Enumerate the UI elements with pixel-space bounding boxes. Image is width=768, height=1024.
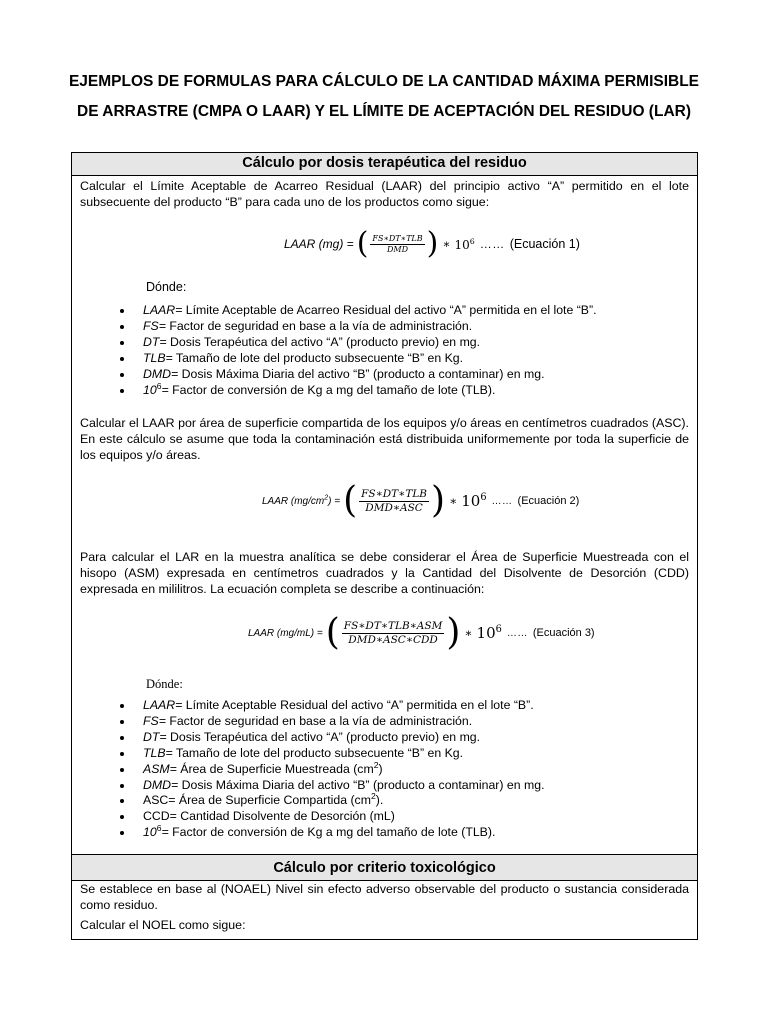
eq2-label: (Ecuación 2) (517, 495, 580, 507)
definitions-list-1 (120, 303, 597, 398)
definitions-list-2 (120, 698, 545, 841)
eq2-numerator: FS∗DT∗TLB (361, 487, 428, 500)
equation-1 (284, 226, 580, 261)
equation-2 (262, 480, 580, 521)
definition-item: CCD= Cantidad Disolvente de Desorción (mL) (120, 809, 545, 825)
eq1-open-paren: ( (356, 226, 369, 261)
title-line-1: EJEMPLOS DE FORMULAS PARA CÁLCULO DE LA CANTIDAD MÁXIMA PERMISIBLE (68, 73, 700, 90)
eq3-lhs: LAAR (mg/mL) = (248, 627, 323, 639)
eq2-dots: …… (491, 495, 513, 507)
definition-item: DMD= Dosis Máxima Diaria del activo “B” (producto a contaminar) en mg. (120, 367, 597, 383)
eq2-denominator: DMD∗ASC (365, 501, 423, 514)
definition-item: $10^6=$ Factor de conversión de Kg a mg del tamaño de lote (TLB). (120, 825, 545, 841)
eq2-power: $10^6$ (461, 492, 487, 510)
eq1-lhs: LAAR (mg) = (284, 237, 354, 251)
definition-item: ASM= Área de Superficie Muestreada $(cm^2)$ (120, 762, 545, 778)
eq3-label: (Ecuación 3) (532, 627, 595, 639)
definition-item: $10^6=$ Factor de conversión de Kg a mg del tamaño de lote (TLB). (120, 383, 597, 399)
eq1-fraction (370, 234, 424, 254)
intro-paragraph: Calcular el Límite Aceptable de Acarreo Residual (LAAR) del principio activo “A” permitido en el lote subsecuente del producto “B” para cada uno de los productos como sigue: (80, 179, 689, 209)
definition-item: DT= Dosis Terapéutica del activo “A” (producto previo) en mg. (120, 335, 597, 351)
definition-item: DT= Dosis Terapéutica del activo “A” (producto previo) en mg. (120, 730, 545, 746)
eq1-label: (Ecuación 1) (509, 237, 580, 251)
definition-item: TLB= Tamaño de lote del producto subsecuente “B” en Kg. (120, 351, 597, 367)
equation-3 (248, 612, 595, 653)
document-title (40, 67, 728, 127)
noael-paragraph: Se establece en base al (NOAEL) Nivel sin efecto adverso observable del producto o sustancia considerada como residuo. (80, 882, 689, 912)
section-heading-toxicological: Cálculo por criterio toxicológico (72, 854, 697, 881)
section-heading-therapeutic-dose: Cálculo por dosis terapéutica del residuo (72, 153, 697, 176)
donde-label-1: Dónde: (146, 280, 187, 294)
definition-item: ASC= Área de Superficie Compartida $(cm^2)$. (120, 793, 545, 809)
formulas-table (71, 152, 698, 940)
definition-item: TLB= Tamaño de lote del producto subsecuente “B” en Kg. (120, 746, 545, 762)
eq1-power: $10^6$ (454, 236, 475, 252)
eq3-fraction (342, 620, 445, 646)
definition-item: LAAR= Límite Aceptable Residual del activo “A” permitida en el lote “B”. (120, 698, 545, 714)
eq1-denominator: DMD (386, 244, 409, 254)
eq1-numerator: FS∗DT∗TLB (372, 233, 423, 243)
eq3-numerator: FS∗DT∗TLB∗ASM (343, 619, 443, 632)
eq3-denominator: DMD∗ASC∗CDD (348, 633, 438, 646)
eq2-lhs: LAAR $(mg/cm^2)$ = (262, 494, 341, 507)
definition-item: LAAR= Límite Aceptable de Acarreo Residual del activo “A” permitida en el lote “B”. (120, 303, 597, 319)
eq2-fraction (359, 488, 429, 514)
eq3-dots: …… (506, 627, 528, 639)
eq2-times: ∗ (449, 494, 458, 508)
eq3-times: ∗ (464, 626, 473, 640)
noel-paragraph: Calcular el NOEL como sigue: (80, 918, 246, 932)
lar-paragraph: Para calcular el LAR en la muestra analítica se debe considerar el Área de Superficie Muestreada con el hisopo (ASM) expresada en centímetros cuadrados y la Cantidad del Disolvente de Desorción (CDD) expresada en mililitros. La ecuación completa se describe a continuación: (80, 550, 689, 596)
definition-item: DMD= Dosis Máxima Diaria del activo “B” (producto a contaminar) en mg. (120, 778, 545, 794)
eq1-times: ∗ (442, 237, 451, 251)
definition-item: FS= Factor de seguridad en base a la vía de administración. (120, 714, 545, 730)
eq3-power: $10^6$ (476, 624, 502, 642)
eq3-open-paren: ( (325, 612, 340, 653)
eq1-close-paren: ) (426, 226, 439, 261)
eq1-dots: …… (479, 237, 505, 251)
title-line-2: DE ARRASTRE (CMPA O LAAR) Y EL LÍMITE DE ACEPTACIÓN DEL RESIDUO (LAR) (77, 103, 691, 120)
eq3-close-paren: ) (446, 612, 461, 653)
donde-label-2: Dónde: (146, 677, 183, 691)
asc-paragraph: Calcular el LAAR por área de superficie compartida de los equipos y/o áreas en centímetros cuadrados (ASC). En este cálculo se asume que toda la contaminación está distribuida uniformemente por toda la superficie de los equipos y/o áreas. (80, 416, 689, 462)
definition-item: FS= Factor de seguridad en base a la vía de administración. (120, 319, 597, 335)
eq2-close-paren: ) (431, 480, 446, 521)
eq2-open-paren: ( (343, 480, 358, 521)
